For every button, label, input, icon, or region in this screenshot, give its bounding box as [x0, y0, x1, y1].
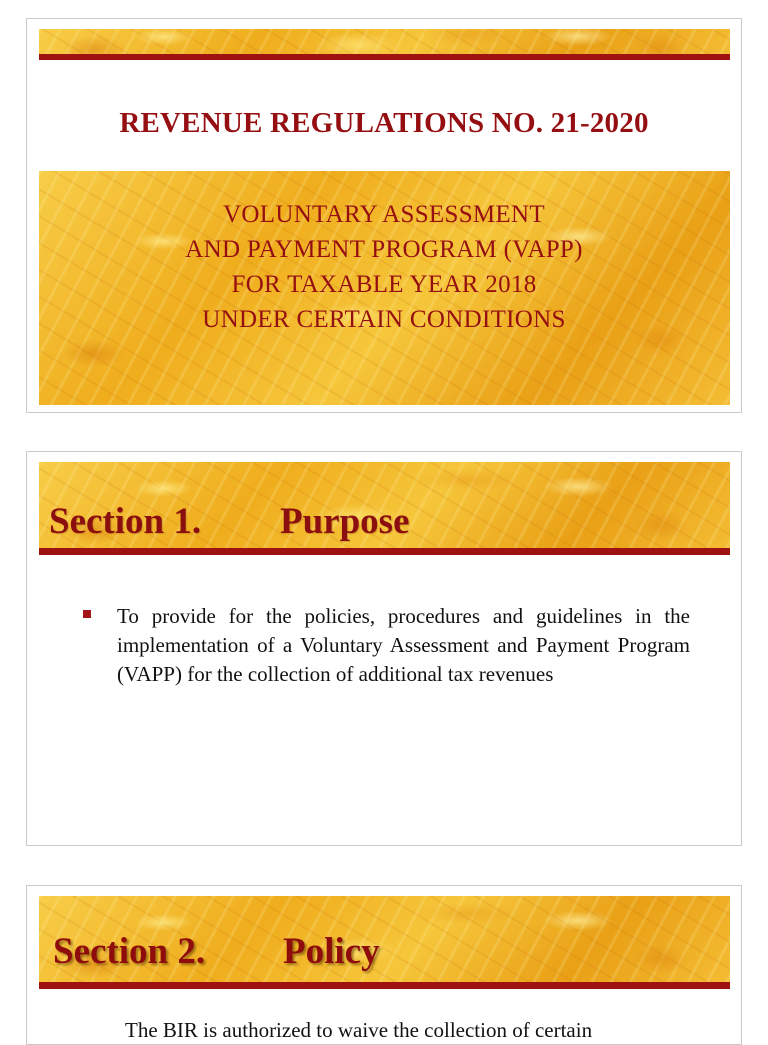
subtitle-line: VOLUNTARY ASSESSMENT	[223, 201, 545, 228]
subtitle-line: FOR TAXABLE YEAR 2018	[231, 271, 537, 298]
section-heading	[49, 500, 410, 543]
red-divider	[39, 548, 730, 555]
section-name: Purpose	[280, 501, 410, 542]
square-bullet-icon	[83, 610, 91, 618]
section-number: Section 1.	[49, 501, 202, 542]
program-subtitle	[27, 197, 741, 337]
red-divider	[39, 54, 730, 60]
regulation-title: REVENUE REGULATIONS NO. 21-2020	[119, 107, 649, 139]
title-slide	[26, 18, 742, 413]
section-number: Section 2.	[53, 931, 206, 972]
gold-texture-band	[39, 29, 730, 55]
subtitle-line: UNDER CERTAIN CONDITIONS	[202, 306, 566, 333]
section-1-slide	[26, 451, 742, 846]
red-divider	[39, 982, 730, 989]
section-heading	[53, 930, 380, 973]
section-name: Policy	[283, 931, 380, 972]
section-2-slide	[26, 885, 742, 1045]
subtitle-line: AND PAYMENT PROGRAM (VAPP)	[185, 236, 583, 263]
bullet-item	[83, 602, 690, 689]
section-body-text: The BIR is authorized to waive the collection of certain	[125, 1018, 593, 1042]
bullet-text: To provide for the policies, procedures and guidelines in the implementation of a Voluntary Assessment and Payment Program (VAPP) for the collection of additional tax revenues	[117, 604, 690, 686]
